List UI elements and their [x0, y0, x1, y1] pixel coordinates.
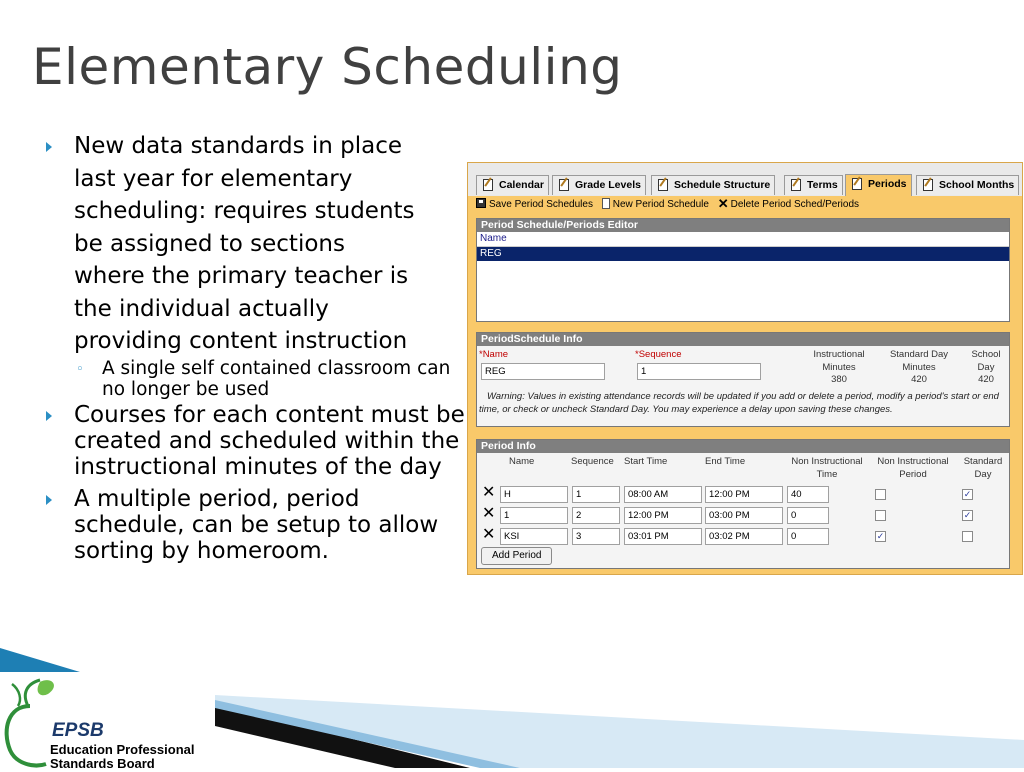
tab-schedule-structure[interactable] [651, 175, 775, 195]
bullet-line: be assigned to sections [74, 230, 345, 257]
period-sequence-field[interactable]: 2 [572, 507, 620, 524]
bullet-text: Courses for each content must be created and scheduled within the instructional minutes of the day [74, 401, 465, 480]
column-header-standard-day [959, 456, 1007, 481]
label: Time [816, 468, 838, 480]
non-instructional-period-checkbox[interactable]: ✓ [876, 531, 885, 541]
name-label: *Name [479, 349, 509, 360]
delete-icon: ✕ [717, 196, 729, 211]
name-field[interactable]: REG [481, 363, 605, 380]
save-period-schedules-button[interactable] [476, 198, 593, 210]
toolbar [476, 198, 865, 212]
logo-acronym: EPSB [52, 720, 104, 741]
warning-text: Warning: Values in existing attendance records will be updated if you add or delete a period, modify a period's start or end time, or check or uncheck Standard Day. You may experience a delay upon saving these changes. [479, 391, 999, 415]
label: Standard [963, 456, 1003, 467]
bullet-text: A multiple period, period schedule, can be setup to allow sorting by homeroom. [74, 485, 439, 564]
bullet-line: scheduling: requires students [74, 198, 415, 224]
edit-icon [483, 179, 493, 191]
end-time-field[interactable]: 03:02 PM [705, 528, 783, 545]
logo-name-line: Standards Board [50, 756, 155, 771]
footer-swoosh-blue [0, 648, 80, 672]
period-name-field[interactable]: KSI [500, 528, 568, 545]
period-name-field[interactable]: H [500, 486, 568, 503]
bullet-line: where the primary teacher is [74, 263, 409, 289]
non-instructional-time-field[interactable]: 0 [787, 528, 829, 545]
period-info [476, 439, 1010, 569]
logo-name [50, 743, 194, 771]
column-header-name: Name [477, 232, 1009, 247]
button-label: Save Period Schedules [489, 199, 593, 210]
new-document-icon [602, 198, 610, 209]
tab-school-months[interactable] [916, 175, 1019, 195]
edit-icon [923, 179, 933, 191]
bullet-list [46, 130, 466, 564]
standard-day-checkbox[interactable] [962, 531, 973, 542]
footer-swoosh-mid [215, 700, 520, 768]
bullet-arrow-icon [46, 142, 52, 152]
tab-bar [468, 163, 1022, 196]
column-header-name: Name [509, 456, 535, 467]
column-header-non-instructional-period [870, 456, 956, 481]
edit-icon [791, 179, 801, 191]
new-period-schedule-button[interactable] [602, 198, 709, 210]
label: Period [899, 468, 927, 480]
edit-icon [852, 178, 862, 190]
label: Day [977, 361, 995, 373]
label: Day [974, 468, 992, 480]
non-instructional-period-checkbox[interactable] [875, 510, 886, 521]
save-icon [476, 198, 486, 208]
period-schedule-info [476, 332, 1010, 427]
bullet-data-standards [46, 130, 466, 358]
bullet-courses [46, 402, 466, 480]
tab-calendar[interactable] [476, 175, 549, 195]
school-day [963, 349, 1009, 387]
add-period-button[interactable]: Add Period [481, 547, 552, 565]
label: Standard Day [889, 349, 949, 360]
tab-terms[interactable] [784, 175, 843, 195]
non-instructional-time-field[interactable]: 0 [787, 507, 829, 524]
bullet-line: providing content instruction [74, 328, 408, 354]
delete-period-schedule-button[interactable] [717, 196, 860, 211]
tab-label: Calendar [499, 179, 544, 191]
label: Minutes [902, 361, 936, 373]
tab-label: Grade Levels [575, 179, 641, 191]
footer-swoosh-dark [215, 705, 470, 768]
periods-screenshot [467, 162, 1023, 575]
edit-icon [658, 179, 668, 191]
list-item-selected[interactable]: REG [477, 247, 1009, 261]
period-name-field[interactable]: 1 [500, 507, 568, 524]
non-instructional-period-checkbox[interactable] [875, 489, 886, 500]
edit-icon [559, 179, 569, 191]
footer-swoosh-light [215, 695, 1024, 768]
column-header-non-instructional-time [784, 456, 870, 481]
panel-header: PeriodSchedule Info [477, 333, 1009, 346]
slide-title: Elementary Scheduling [32, 38, 623, 96]
bullet-arrow-icon [46, 495, 52, 505]
delete-row-icon[interactable]: ✕ [482, 526, 496, 543]
label: School [971, 349, 1001, 360]
delete-row-icon[interactable]: ✕ [482, 505, 496, 522]
button-label: New Period Schedule [612, 199, 709, 210]
column-header-end-time: End Time [705, 456, 746, 467]
value: 420 [978, 374, 994, 385]
column-header-sequence: Sequence [571, 456, 614, 467]
end-time-field[interactable]: 12:00 PM [705, 486, 783, 503]
start-time-field[interactable]: 08:00 AM [624, 486, 702, 503]
bullet-line: the individual actually [74, 295, 329, 322]
bullet-line: last year for elementary [74, 165, 353, 192]
sub-bullet-self-contained [46, 358, 466, 400]
tab-grade-levels[interactable] [552, 175, 646, 195]
period-schedule-editor [476, 218, 1010, 322]
bullet-multiple-period [46, 486, 466, 564]
value: 420 [911, 374, 927, 385]
tab-label: School Months [939, 179, 1015, 191]
bullet-arrow-icon [46, 411, 52, 421]
sub-bullet-text: A single self contained classroom can no longer be used [102, 357, 451, 400]
panel-header: Period Info [477, 440, 1009, 453]
column-header-start-time: Start Time [624, 456, 668, 467]
end-time-field[interactable]: 03:00 PM [705, 507, 783, 524]
standard-day-checkbox[interactable]: ✓ [963, 489, 972, 499]
label: Instructional [813, 349, 865, 360]
label: Minutes [822, 361, 856, 373]
delete-row-icon[interactable]: ✕ [482, 484, 496, 501]
tab-label: Periods [868, 178, 907, 190]
tab-periods[interactable] [845, 174, 912, 196]
standard-day-checkbox[interactable]: ✓ [963, 510, 972, 520]
label: Non Instructional [877, 456, 949, 467]
start-time-field[interactable]: 03:01 PM [624, 528, 702, 545]
period-sequence-field[interactable]: 3 [572, 528, 620, 545]
bullet-line: New data standards in place [74, 133, 403, 159]
tab-label: Terms [807, 179, 838, 191]
standard-day-minutes [881, 349, 957, 387]
sub-bullet-circle-icon: ◦ [76, 361, 84, 377]
sequence-label: *Sequence [635, 349, 682, 360]
period-sequence-field[interactable]: 1 [572, 486, 620, 503]
tab-label: Schedule Structure [674, 179, 771, 191]
button-label: Delete Period Sched/Periods [730, 199, 860, 210]
non-instructional-time-field[interactable]: 40 [787, 486, 829, 503]
sequence-field[interactable]: 1 [637, 363, 761, 380]
start-time-field[interactable]: 12:00 PM [624, 507, 702, 524]
label: Non Instructional [791, 456, 863, 467]
panel-header: Period Schedule/Periods Editor [477, 219, 1009, 232]
logo-name-line: Education Professional [50, 742, 195, 757]
instructional-minutes [799, 349, 879, 387]
value: 380 [831, 374, 847, 385]
